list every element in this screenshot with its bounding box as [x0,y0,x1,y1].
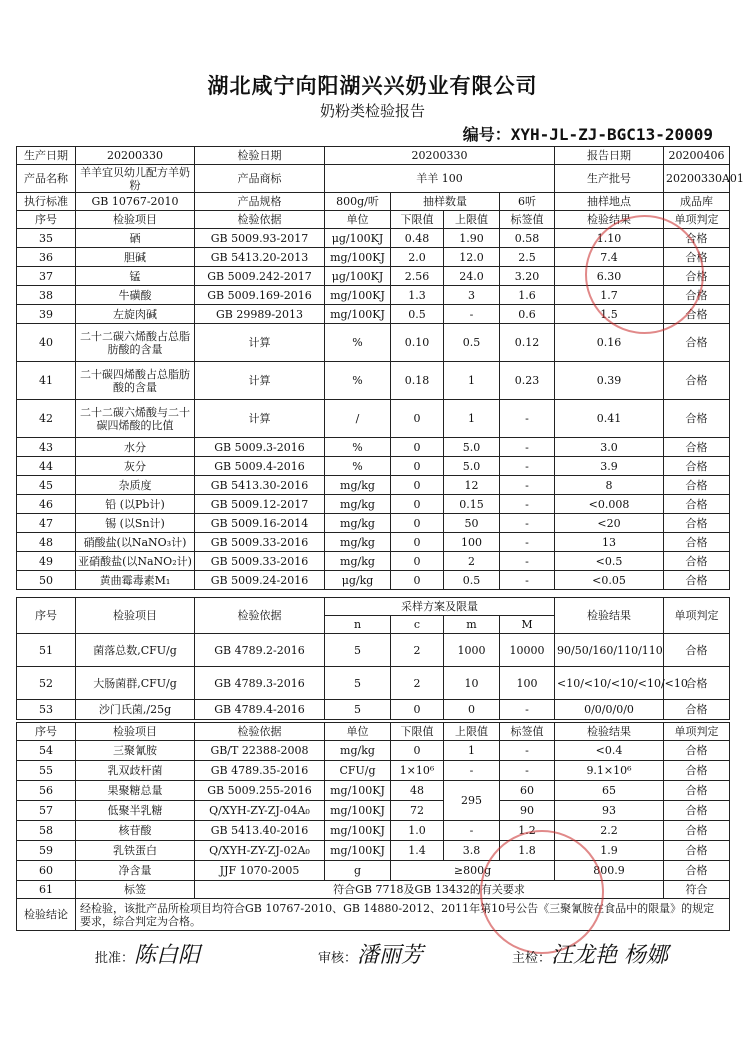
table-row: 38 牛磺酸 GB 5009.169-2016 mg/100KJ 1.3 3 1.6 1.7 合格 [17,286,730,305]
info-row: 产品名称 羊羊宜贝幼儿配方羊奶粉 产品商标 羊羊 100 生产批号 20200330A01 [17,165,730,193]
table-row: 58 核苷酸 GB 5413.40-2016 mg/100KJ 1.0 - 1.2 2.2 合格 [17,821,730,841]
info-row: 生产日期 20200330 检验日期 20200330 报告日期 20200406 [17,147,730,165]
micro-table [16,597,730,720]
table-row: 42 二十二碳六烯酸与二十碳四烯酸的比值 计算 / 0 1 - 0.41 合格 [17,400,730,438]
table-row: 36 胆碱 GB 5413.20-2013 mg/100KJ 2.0 12.0 2.5 7.4 合格 [17,248,730,267]
table-row: 45 杂质度 GB 5413.30-2016 mg/kg 0 12 - 8 合格 [17,476,730,495]
report-title: 奶粉类检验报告 [319,102,425,120]
merged-upper-limit: 295 [444,781,500,821]
table-row: 48 硝酸盐(以NaNO₃计) GB 5009.33-2016 mg/kg 0 100 - 13 合格 [17,533,730,552]
approve-signature: 批准：陈白阳 [95,943,201,968]
other-table [16,722,730,931]
red-seal-stamp [480,830,604,954]
table-row: 35 硒 GB 5009.93-2017 μg/100KJ 0.48 1.90 0.58 1.10 合格 [17,229,730,248]
table-row: 57 低聚半乳糖 Q/XYH-ZY-ZJ-04A₀ mg/100KJ 72 90 93 合格 [17,801,730,821]
main-table [16,146,744,590]
table-subheader: n c m M [17,616,730,634]
table2-body [17,634,730,720]
table-row: 52 大肠菌群,CFU/g GB 4789.3-2016 5 2 10 100 <10/<10/<10/<10/<10 合格 [17,667,730,700]
table-row: 39 左旋肉碱 GB 29989-2013 mg/100KJ 0.5 - 0.6 1.5 合格 [17,305,730,324]
table-row: 56 果聚糖总量 GB 5009.255-2016 mg/100KJ 48 295 60 65 合格 [17,781,730,801]
table-row: 41 二十碳四烯酸占总脂肪酸的含量 计算 % 0.18 1 0.23 0.39 合格 [17,362,730,400]
table-row: 44 灰分 GB 5009.4-2016 % 0 5.0 - 3.9 合格 [17,457,730,476]
table-row: 50 黄曲霉毒素M₁ GB 5009.24-2016 μg/kg 0 0.5 - <0.05 合格 [17,571,730,590]
table-header: 序号 检验项目 检验依据 单位 下限值 上限值 标签值 检验结果 单项判定 [17,211,730,229]
table-row: 60 净含量 JJF 1070-2005 g ≥800g 800.9 合格 [17,861,730,881]
table-header: 序号 检验项目 检验依据 单位 下限值 上限值 标签值 检验结果 单项判定 [17,723,730,741]
review-signature: 审核：潘丽芳 [318,943,424,968]
report-code: 编号：XYH-JL-ZJ-BGC13-20009 [462,125,713,144]
conclusion-text: 经检验，该批产品所检项目均符合GB 10767-2010、GB 14880-2012、2011年第10号公告《三聚氰胺在食品中的限量》的规定要求，综合判定为合格。 [76,899,730,931]
table-row: 61 标签 符合GB 7718及GB 13432的有关要求 符合 [17,881,730,899]
table-row: 55 乳双歧杆菌 GB 4789.35-2016 CFU/g 1×10⁶ - - 9.1×10⁶ 合格 [17,761,730,781]
table-row: 54 三聚氰胺 GB/T 22388-2008 mg/kg 0 1 - <0.4 合格 [17,741,730,761]
table-row: 37 锰 GB 5009.242-2017 μg/100KJ 2.56 24.0 3.20 6.30 合格 [17,267,730,286]
company-name: 湖北咸宁向阳湖兴兴奶业有限公司 [207,73,538,98]
table-row: 59 乳铁蛋白 Q/XYH-ZY-ZJ-02A₀ mg/100KJ 1.4 3.8 1.8 1.9 合格 [17,841,730,861]
info-row: 执行标准 GB 10767-2010 产品规格 800g/听 抽样数量 6听 抽样地点 成品库 [17,193,730,211]
red-seal-stamp [585,215,704,334]
table-row: 43 水分 GB 5009.3-2016 % 0 5.0 - 3.0 合格 [17,438,730,457]
table-row: 51 菌落总数,CFU/g GB 4789.2-2016 5 2 1000 10000 90/50/160/110/110 合格 [17,634,730,667]
inspect-signature: 主检：汪龙艳 杨娜 [512,943,669,968]
table-header: 序号 检验项目 检验依据 采样方案及限量 检验结果 单项判定 [17,598,730,616]
table-row: 47 锡 (以Sn计) GB 5009.16-2014 mg/kg 0 50 - <20 合格 [17,514,730,533]
conclusion-row: 检验结论 经检验，该批产品所检项目均符合GB 10767-2010、GB 14880-2012、2011年第10号公告《三聚氰胺在食品中的限量》的规定要求，综合判定为合格。 [17,899,730,931]
table-row: 40 二十二碳六烯酸占总脂肪酸的含量 计算 % 0.10 0.5 0.12 0.16 合格 [17,324,730,362]
table-row: 49 亚硝酸盐(以NaNO₂计) GB 5009.33-2016 mg/kg 0 2 - <0.5 合格 [17,552,730,571]
table-row: 53 沙门氏菌,/25g GB 4789.4-2016 5 0 0 - 0/0/0/0/0 合格 [17,700,730,720]
table-row: 46 铅 (以Pb计) GB 5009.12-2017 mg/kg 0 0.15 - <0.008 合格 [17,495,730,514]
